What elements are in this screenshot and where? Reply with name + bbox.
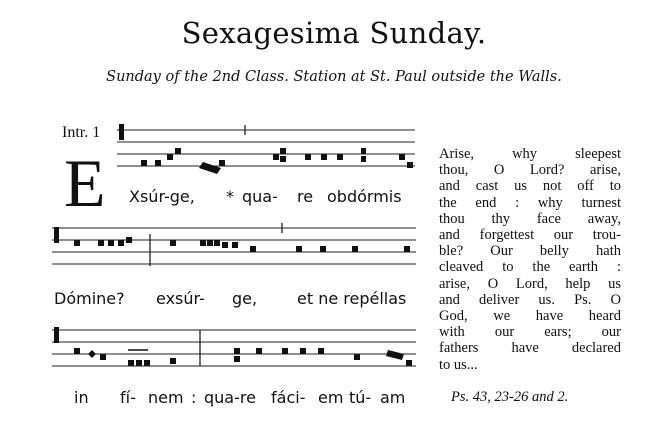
lyric-line-1-syl-5: obdórmis — [327, 187, 402, 206]
lyric-line-2-syl-4: et ne repéllas — [297, 289, 407, 308]
translation-line: thou thy face away, — [439, 210, 621, 227]
page-title: Sexagesima Sunday. — [181, 16, 487, 50]
translation-line: to us... — [439, 356, 478, 373]
lyric-line-1-syl-3: qua- — [242, 187, 278, 206]
lyric-line-3-syl-9: am — [380, 388, 406, 407]
lyric-line-3-syl-3: nem — [148, 388, 184, 407]
lyric-line-3-syl-2: fí- — [120, 388, 136, 407]
translation-line: with our ears; our — [439, 324, 621, 341]
lyric-line-3-syl-1: in — [74, 388, 89, 407]
lyric-line-3-syl-6: fáci- — [271, 388, 306, 407]
lyric-line-1-syl-1: Xsúr-ge, — [129, 187, 195, 206]
lyric-line-3-syl-5: qua-re — [204, 388, 256, 407]
lyric-line-3-syl-8: tú- — [349, 388, 372, 407]
lyric-line-2-syl-3: ge, — [232, 289, 258, 308]
chant-staff-1 — [117, 124, 417, 174]
translation-line: and forgettest our trou- — [439, 227, 621, 244]
lyric-line-3-syl-4: : — [191, 388, 197, 407]
translation-line: arise, O Lord, help us — [439, 275, 621, 292]
psalm-reference: Ps. 43, 23-26 and 2. — [451, 389, 569, 405]
translation-line: the end : why turnest — [439, 194, 621, 211]
lyric-line-1-syl-2: * — [226, 187, 234, 206]
translation-line: God, we have heard — [439, 308, 621, 325]
chant-staff-3 — [52, 324, 418, 374]
lyric-line-1-syl-4: re — [297, 187, 314, 206]
translation-line: Arise, why sleepest — [439, 146, 621, 162]
drop-cap-initial: E — [64, 145, 106, 221]
translation-line: and deliver us. Ps. O — [439, 291, 621, 308]
lyric-line-2-syl-2: exsúr- — [156, 289, 205, 308]
translation-line: thou, O Lord? arise, — [439, 162, 621, 179]
translation-line: fathers have declared — [439, 340, 621, 357]
translation-line: and cast us not off to — [439, 178, 621, 195]
translation-line: cleaved to the earth : — [439, 259, 621, 276]
page-subtitle: Sunday of the 2nd Class. Station at St. Paul outside the Walls. — [106, 69, 562, 85]
translation-line: ble? Our belly hath — [439, 243, 621, 260]
chant-staff-2 — [52, 222, 418, 272]
chant-label: Intr. 1 — [62, 124, 101, 141]
lyric-line-3-syl-7: em — [318, 388, 344, 407]
english-translation — [439, 146, 621, 373]
lyric-line-2-syl-1: Dómine? — [54, 289, 125, 308]
